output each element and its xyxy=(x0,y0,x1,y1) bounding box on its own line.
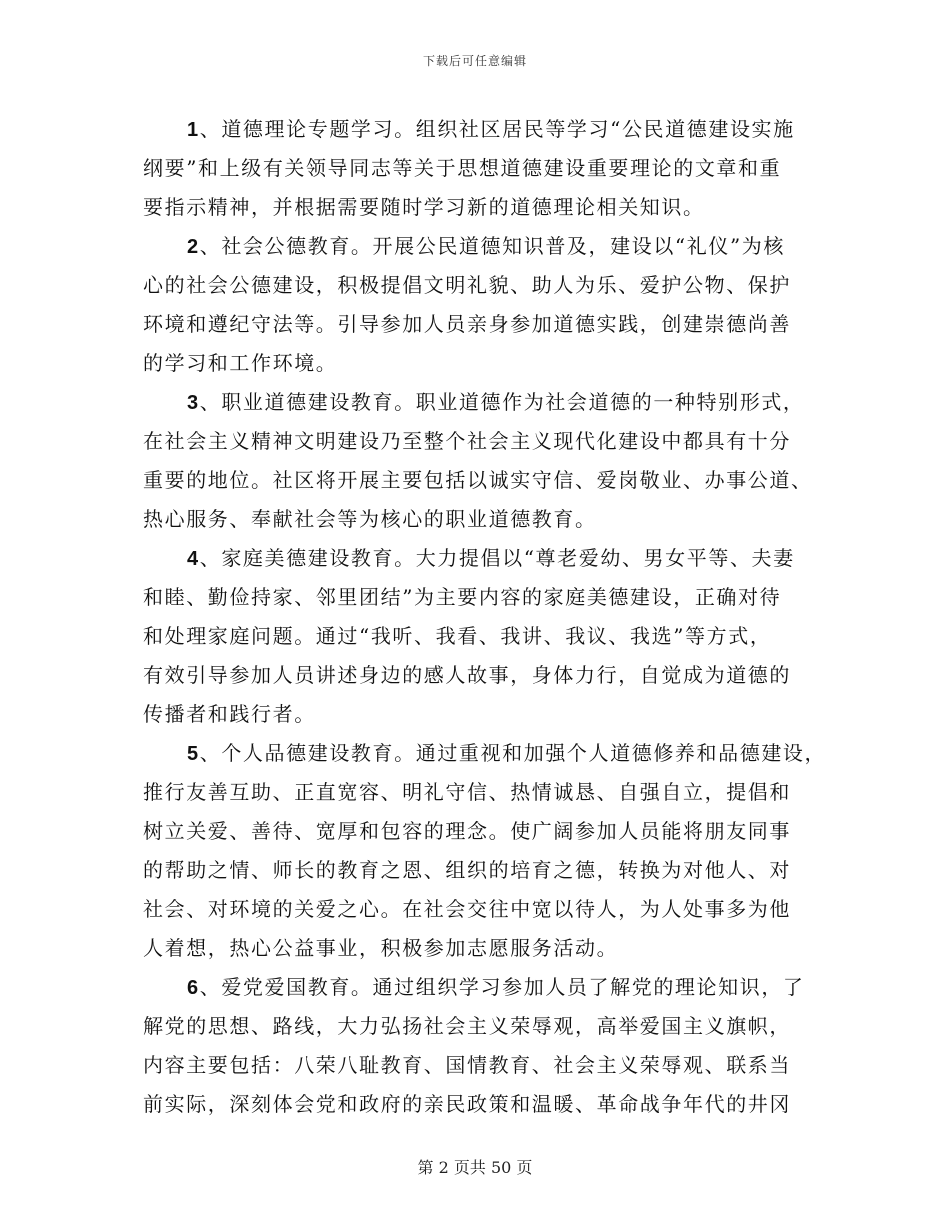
paragraph-line: 要指示精神，并根据需要随时学习新的道德理论相关知识。 xyxy=(143,195,705,219)
paragraph-6 xyxy=(143,968,823,1124)
paragraph-line xyxy=(143,227,823,266)
line-text: 、社会公德教育。开展公民道德知识普及，建设以“礼仪”为核 xyxy=(199,234,785,258)
paragraph-line: 热心服务、奉献社会等为核心的职业道德教育。 xyxy=(143,507,597,531)
paragraph-line: 和处理家庭问题。通过“我听、我看、我讲、我议、我选”等方式， xyxy=(143,624,772,648)
paragraph-line: 在社会主义精神文明建设乃至整个社会主义现代化建设中都具有十分 xyxy=(143,429,791,453)
paragraph-line xyxy=(143,734,827,773)
item-number: 4 xyxy=(187,548,200,570)
paragraph-line: 树立关爱、善待、宽厚和包容的理念。使广阔参加人员能将朋友同事 xyxy=(143,819,791,843)
line-text: 、个人品德建设教育。通过重视和加强个人道德修养和品德建设， xyxy=(199,741,827,765)
paragraph-5 xyxy=(143,734,827,968)
paragraph-2 xyxy=(143,227,823,383)
item-number: 5 xyxy=(187,743,200,765)
paragraph-line xyxy=(143,539,823,578)
paragraph-line xyxy=(143,383,823,422)
page-header: 下载后可任意编辑 xyxy=(422,54,527,68)
paragraph-line: 纲要”和上级有关领导同志等关于思想道德建设重要理论的文章和重 xyxy=(143,156,782,180)
paragraph-line: 解党的思想、路线，大力弘扬社会主义荣辱观，高举爱国主义旗帜， xyxy=(143,1014,791,1038)
paragraph-4 xyxy=(143,539,823,734)
line-text: 、家庭美德建设教育。大力提倡以“尊老爱幼、男女平等、夫妻 xyxy=(199,546,795,570)
paragraph-line: 内容主要包括：八荣八耻教育、国情教育、社会主义荣辱观、联系当 xyxy=(143,1053,791,1077)
item-number: 2 xyxy=(187,236,200,258)
paragraph-line xyxy=(143,968,823,1007)
paragraph-line: 心的社会公德建设，积极提倡文明礼貌、助人为乐、爱护公物、保护 xyxy=(143,273,791,297)
item-number: 3 xyxy=(187,392,200,414)
paragraph-line: 环境和遵纪守法等。引导参加人员亲身参加道德实践，创建崇德尚善 xyxy=(143,312,791,336)
paragraph-line: 和睦、勤俭持家、邻里团结”为主要内容的家庭美德建设，正确对待 xyxy=(143,585,782,609)
line-text: 、道德理论专题学习。组织社区居民等学习“公民道德建设实施 xyxy=(199,117,795,141)
paragraph-line: 的学习和工作环境。 xyxy=(143,351,338,375)
paragraph-line: 推行友善互助、正直宽容、明礼守信、热情诚恳、自强自立，提倡和 xyxy=(143,780,791,804)
paragraph-line: 前实际，深刻体会党和政府的亲民政策和温暖、革命战争年代的井冈 xyxy=(143,1092,791,1116)
paragraph-line: 社会、对环境的关爱之心。在社会交往中宽以待人，为人处事多为他 xyxy=(143,897,791,921)
line-text: 、职业道德建设教育。职业道德作为社会道德的一种特别形式， xyxy=(199,390,805,414)
paragraph-line: 人着想，热心公益事业，积极参加志愿服务活动。 xyxy=(143,936,619,960)
paragraph-line xyxy=(143,110,823,149)
paragraph-line: 传播者和践行者。 xyxy=(143,702,316,726)
paragraph-line: 的帮助之情、师长的教育之恩、组织的培育之德，转换为对他人、对 xyxy=(143,858,791,882)
document-body xyxy=(143,110,827,1124)
paragraph-3 xyxy=(143,383,823,539)
paragraph-line: 有效引导参加人员讲述身边的感人故事，身体力行，自觉成为道德的 xyxy=(143,663,791,687)
item-number: 1 xyxy=(187,119,200,141)
paragraph-1 xyxy=(143,110,823,227)
paragraph-line: 重要的地位。社区将开展主要包括以诚实守信、爱岗敬业、办事公道、 xyxy=(143,468,813,492)
line-text: 、爱党爱国教育。通过组织学习参加人员了解党的理论知识，了 xyxy=(199,975,805,999)
page-number: 第 2 页共 50 页 xyxy=(417,1158,533,1177)
item-number: 6 xyxy=(187,977,200,999)
